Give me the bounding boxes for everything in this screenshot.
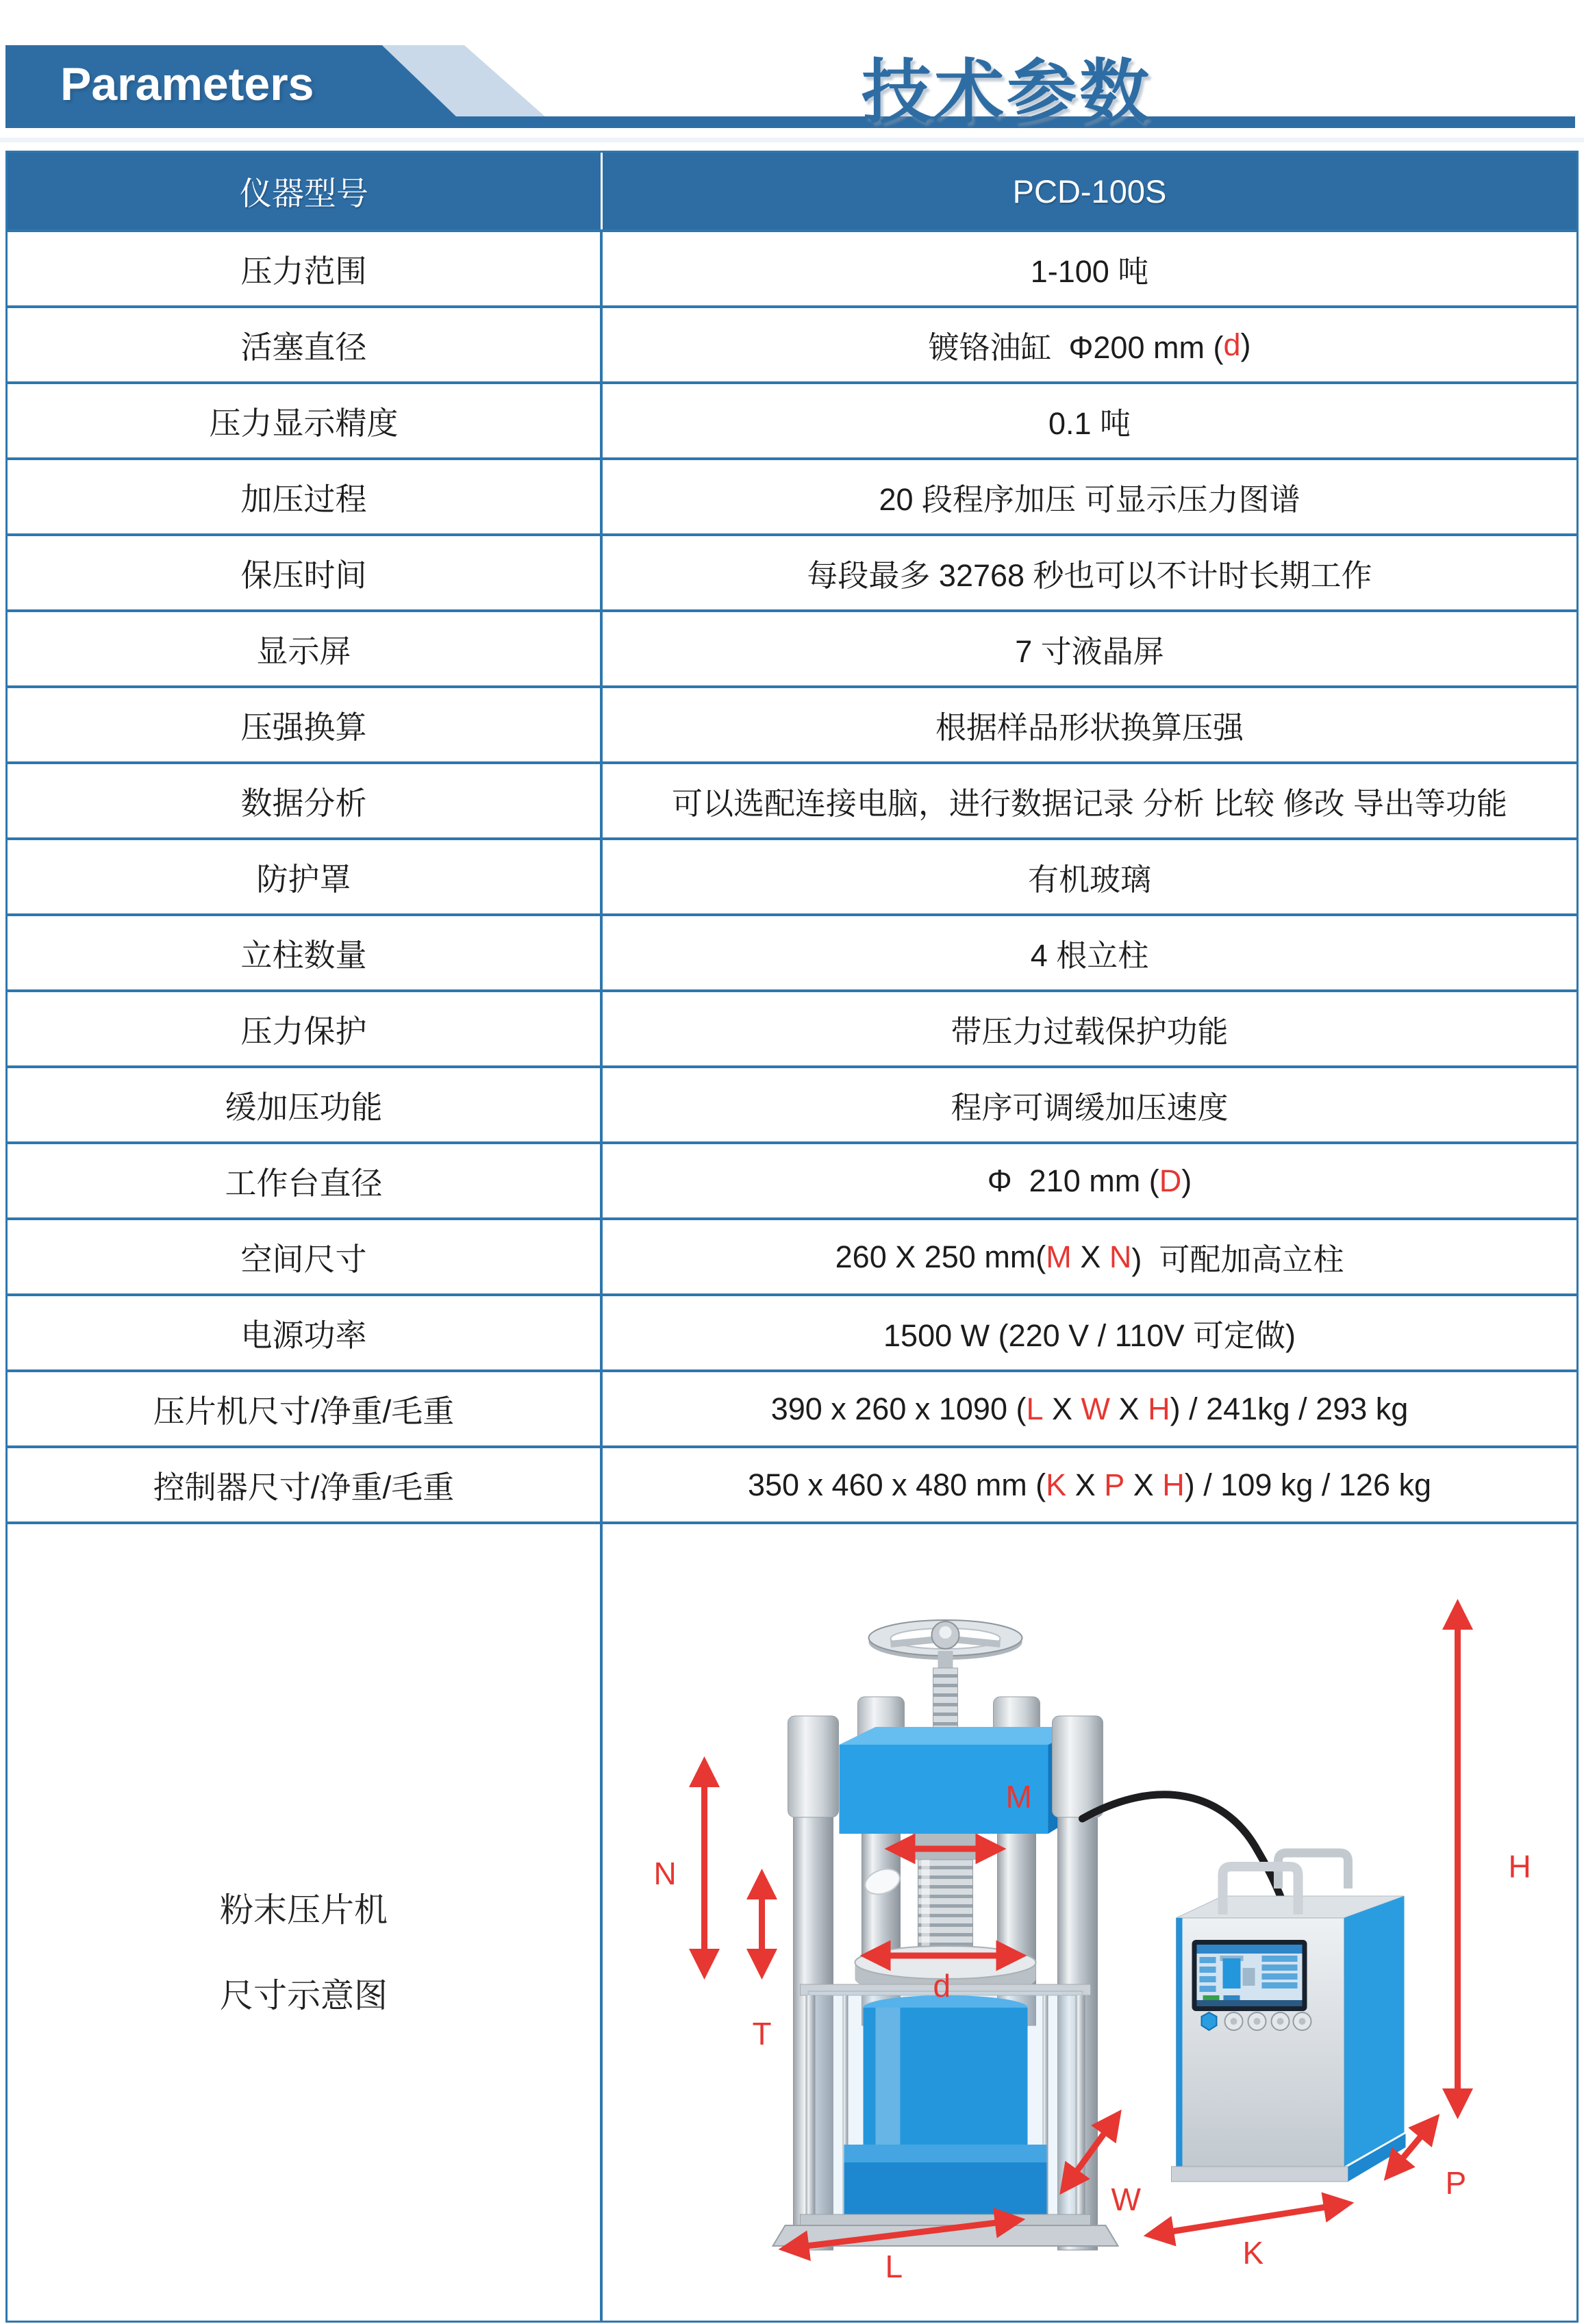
value-part: X [1066,1467,1105,1502]
row-value [603,1220,1576,1293]
value-part-red: N [1109,1239,1132,1274]
table-row [8,229,1576,305]
diagram-caption [8,1524,603,2321]
value-part: 镀铬油缸 Φ200 mm ( [928,330,1224,365]
table-row [8,381,1576,457]
value-part: X [1124,1467,1163,1502]
table-row [8,761,1576,837]
value-part: ) / 109 kg / 126 kg [1184,1467,1432,1502]
spec-table [5,151,1579,2323]
banner-badge: Parameters [60,58,314,110]
dim-arrow-k [1150,2203,1348,2235]
diagram-row [8,1521,1576,2321]
row-label: 压力范围 [8,232,603,305]
table-row [8,1369,1576,1445]
table-row [8,457,1576,533]
value-part: 有机玻璃 [1027,862,1151,897]
row-value [603,916,1576,989]
row-label: 活塞直径 [8,308,603,381]
row-value [603,764,1576,837]
row-value [603,612,1576,685]
value-part: X [1110,1391,1148,1426]
value-part: 1500 W (220 V / 110V 可定做) [883,1318,1296,1353]
table-row [8,913,1576,989]
page-title: 技术参数 [862,53,1152,131]
value-part: ) [1181,1163,1192,1198]
table-row [8,1293,1576,1369]
dim-label-p: P [1445,2165,1467,2201]
dimension-diagram-illustration [603,1524,1576,2321]
value-part: 带压力过载保护功能 [951,1014,1229,1049]
row-label: 空间尺寸 [8,1220,603,1293]
value-part: 程序可调缓加压速度 [951,1090,1229,1125]
row-value [603,232,1576,305]
table-row [8,837,1576,913]
row-label: 控制器尺寸/净重/毛重 [8,1448,603,1521]
table-row [8,989,1576,1065]
row-value [603,1448,1576,1521]
row-label: 电源功率 [8,1296,603,1369]
dim-label-k: K [1242,2235,1264,2271]
table-row [8,305,1576,381]
table-row [8,1141,1576,1217]
row-label: 压力显示精度 [8,384,603,457]
row-label: 加压过程 [8,460,603,533]
value-part-red: K [1046,1467,1067,1502]
dim-label-n: N [653,1856,677,1891]
row-label: 压力保护 [8,992,603,1065]
row-label: 立柱数量 [8,916,603,989]
value-part: 可以选配连接电脑，进行数据记录 分析 比较 修改 导出等功能 [671,786,1507,821]
value-part-red: M [1046,1239,1072,1274]
diagram-caption-line2: 尺寸示意图 [219,1977,388,2014]
value-part: 390 x 260 x 1090 ( [770,1391,1027,1426]
value-part-red: W [1081,1391,1111,1426]
dim-label-h: H [1508,1849,1531,1884]
row-label: 工作台直径 [8,1144,603,1217]
row-value [603,992,1576,1065]
value-part: ) / 241kg / 293 kg [1170,1391,1409,1426]
dim-label-l: L [885,2249,903,2284]
row-label: 显示屏 [8,612,603,685]
value-part-red: P [1104,1467,1125,1502]
value-part: 4 根立柱 [1030,938,1149,973]
value-part: 根据样品形状换算压强 [935,710,1244,745]
handwheel-icon [869,1620,1022,1670]
row-value [603,308,1576,381]
value-part: 1-100 吨 [1030,254,1149,289]
diagram-cell [603,1524,1576,2321]
dim-label-t: T [752,2016,772,2051]
dim-label-m: M [1005,1779,1032,1815]
table-row [8,685,1576,761]
table-row [8,153,1576,229]
row-value [603,1144,1576,1217]
table-row [8,1065,1576,1141]
value-part: ) [1240,327,1251,362]
row-value [603,1372,1576,1445]
value-part-red: H [1162,1467,1185,1502]
row-label: 压强换算 [8,688,603,761]
value-part: 每段最多 32768 秒也可以不计时长期工作 [807,558,1372,593]
value-part: Φ 210 mm ( [987,1163,1159,1198]
power-cable [1083,1795,1283,1901]
banner-faint-line [0,138,1584,142]
value-part: 7 寸液晶屏 [1015,634,1164,669]
dim-label-w: W [1111,2182,1141,2217]
value-part: 0.1 吨 [1048,406,1131,441]
value-part: PCD-100S [1012,173,1167,210]
value-part: 260 X 250 mm( [835,1239,1046,1274]
row-value [603,384,1576,457]
value-part-red: D [1159,1163,1182,1198]
table-row [8,1445,1576,1521]
value-part-red: d [1223,327,1241,362]
value-part: ) 可配加高立柱 [1131,1242,1344,1277]
diagram-caption-line1: 粉末压片机 [219,1891,388,1929]
row-label: 保压时间 [8,536,603,609]
row-label: 压片机尺寸/净重/毛重 [8,1372,603,1445]
value-part-red: H [1148,1391,1170,1426]
row-label: 仪器型号 [8,153,603,229]
dim-label-d: d [933,1968,951,2004]
value-part-red: L [1026,1391,1044,1426]
value-part: X [1071,1239,1109,1274]
row-label: 防护罩 [8,840,603,913]
value-part: 20 段程序加压 可显示压力图谱 [879,482,1300,517]
row-value [603,460,1576,533]
press-machine-illustration [773,1620,1118,2250]
value-part: X [1043,1391,1081,1426]
table-row [8,533,1576,609]
row-value [603,536,1576,609]
row-label: 数据分析 [8,764,603,837]
table-row [8,1217,1576,1293]
row-value [603,1068,1576,1141]
controller-screen [1192,1940,1307,2011]
row-value [603,1296,1576,1369]
row-value [603,153,1576,229]
controller-illustration [1083,1795,1406,2182]
row-label: 缓加压功能 [8,1068,603,1141]
table-row [8,609,1576,685]
row-value [603,840,1576,913]
value-part: 350 x 460 x 480 mm ( [747,1467,1046,1502]
row-value [603,688,1576,761]
